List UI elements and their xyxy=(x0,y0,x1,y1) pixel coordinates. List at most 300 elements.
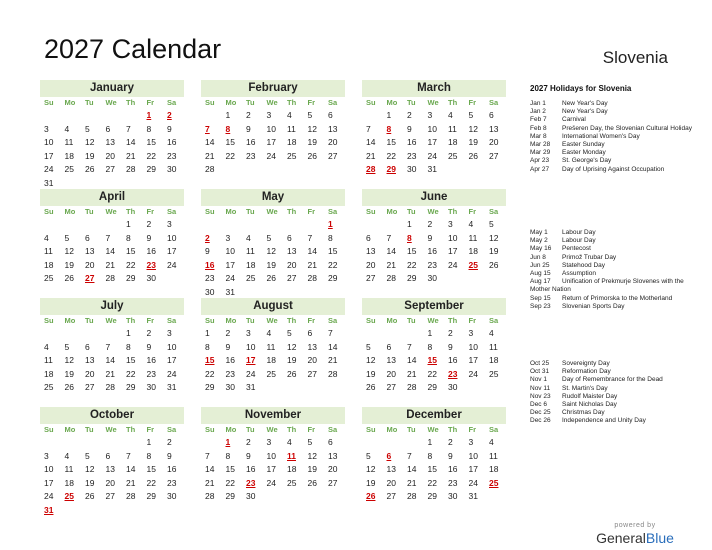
month-may xyxy=(201,189,345,299)
calendar-day: 22 xyxy=(225,477,235,488)
calendar-day: 24 xyxy=(44,164,54,174)
calendar-day: 23 xyxy=(225,368,235,379)
calendar-day: 29 xyxy=(328,273,338,283)
weekday-label: We xyxy=(266,98,278,107)
calendar-day: 16 xyxy=(167,137,177,147)
month-name: April xyxy=(40,189,184,206)
weekday-label: Sa xyxy=(489,98,499,107)
calendar-day: 18 xyxy=(489,355,499,365)
calendar-day: 1 xyxy=(225,110,231,120)
calendar-day: 3 xyxy=(225,232,231,243)
calendar-day: 15 xyxy=(126,355,136,365)
calendar-day: 16 xyxy=(427,246,437,256)
calendar-day: 12 xyxy=(287,341,297,352)
weekday-label: Tu xyxy=(407,98,416,107)
calendar-day: 27 xyxy=(489,150,499,161)
holiday-name: St. George's Day xyxy=(562,157,612,165)
holiday-row xyxy=(530,393,700,401)
holiday-date: Jan 2 xyxy=(530,108,546,116)
holiday-name: Prešeren Day, the Slovenian Cultural Holiday xyxy=(562,124,692,132)
calendar-day: 2 xyxy=(167,437,172,447)
weekday-label: Th xyxy=(126,98,136,107)
country-name: Slovenia xyxy=(602,48,668,67)
weekday-label: Tu xyxy=(246,425,255,434)
calendar-day: 14 xyxy=(205,137,215,147)
calendar-day: 24 xyxy=(448,259,458,270)
calendar-day: 9 xyxy=(146,341,152,352)
calendar-day: 28 xyxy=(307,273,317,283)
holiday-row xyxy=(530,270,700,278)
calendar-day: 14 xyxy=(205,464,215,474)
holiday-day: 25 xyxy=(64,491,74,501)
calendar-day: 26 xyxy=(468,150,478,161)
calendar-day: 12 xyxy=(266,246,276,256)
calendar-day: 22 xyxy=(225,150,235,161)
calendar-day: 5 xyxy=(489,219,494,229)
weekday-label: Fr xyxy=(307,207,315,216)
holiday-date: Jan 1 xyxy=(530,100,546,107)
calendar-day: 21 xyxy=(366,150,376,161)
calendar-day: 26 xyxy=(85,491,95,501)
holiday-name: New Year's Day xyxy=(562,108,608,116)
calendar-day: 3 xyxy=(468,437,474,447)
calendar-day: 5 xyxy=(287,328,292,338)
holiday-row xyxy=(530,303,700,311)
weekday-label: Th xyxy=(126,207,136,216)
holiday-date: Mar 28 xyxy=(530,141,551,149)
calendar-day: 23 xyxy=(146,368,156,379)
holiday-day: 23 xyxy=(146,259,156,270)
calendar-day: 10 xyxy=(44,137,54,147)
calendar-day: 25 xyxy=(64,164,74,174)
holiday-day: 17 xyxy=(246,355,256,365)
calendar-day: 25 xyxy=(448,150,458,161)
month-january xyxy=(40,80,184,190)
holiday-name: Slovenian Sports Day xyxy=(562,302,625,310)
month-name: September xyxy=(362,298,506,315)
calendar-day: 17 xyxy=(468,355,478,365)
weekday-label: Mo xyxy=(64,207,76,216)
weekday-label: Su xyxy=(366,207,376,216)
calendar-day: 5 xyxy=(64,232,70,243)
holiday-day: 26 xyxy=(366,491,376,501)
calendar-day: 2 xyxy=(146,328,152,338)
calendar-day: 26 xyxy=(366,382,376,392)
weekday-label: Th xyxy=(448,425,458,434)
calendar-day: 7 xyxy=(407,341,412,352)
calendar-day: 17 xyxy=(225,259,235,270)
calendar-day: 9 xyxy=(167,450,172,461)
calendar-day: 18 xyxy=(44,259,54,270)
holiday-row xyxy=(530,141,700,149)
weekday-label: Fr xyxy=(468,98,476,107)
holiday-row xyxy=(530,245,700,253)
calendar-day: 28 xyxy=(126,491,136,501)
calendar-day: 14 xyxy=(126,137,136,147)
calendar-day: 6 xyxy=(489,110,494,120)
calendar-day: 22 xyxy=(146,477,156,488)
holiday-name: Unification of Prekmurje Slovenes with the Mother Nation xyxy=(530,278,684,294)
holiday-name: Labour Day xyxy=(562,237,596,245)
calendar-day: 11 xyxy=(489,341,498,352)
calendar-day: 10 xyxy=(246,341,256,352)
weekday-label: Th xyxy=(287,207,297,216)
calendar-day: 26 xyxy=(85,164,95,174)
calendar-day: 4 xyxy=(287,110,292,120)
calendar-day: 2 xyxy=(246,110,251,120)
calendar-day: 3 xyxy=(266,437,272,447)
calendar-day: 16 xyxy=(448,464,458,474)
calendar-day: 9 xyxy=(146,232,152,243)
calendar-day: 17 xyxy=(427,137,437,147)
calendar-day: 12 xyxy=(307,450,317,461)
weekday-label: Su xyxy=(44,425,54,434)
powered-by-label: powered by xyxy=(614,522,656,529)
calendar-day: 11 xyxy=(64,464,74,474)
calendar-day: 10 xyxy=(468,450,478,461)
calendar-day: 8 xyxy=(146,123,152,134)
holiday-date: Feb 7 xyxy=(530,116,547,124)
holiday-row xyxy=(530,133,700,141)
holiday-group xyxy=(530,100,700,174)
weekday-label: Tu xyxy=(407,207,416,216)
calendar-day: 15 xyxy=(328,246,338,256)
calendar-day: 16 xyxy=(146,355,156,365)
calendar-day: 6 xyxy=(85,232,90,243)
holiday-name: Day of Uprising Against Occupation xyxy=(562,165,665,173)
calendar-day: 6 xyxy=(307,328,313,338)
calendar-day: 2 xyxy=(448,437,453,447)
calendar-day: 9 xyxy=(246,450,251,461)
page-title: 2027 Calendar xyxy=(44,34,222,64)
weekday-label: We xyxy=(105,316,117,325)
weekday-label: Sa xyxy=(167,425,177,434)
calendar-day: 31 xyxy=(44,177,54,188)
calendar-day: 24 xyxy=(225,273,235,283)
calendar-day: 15 xyxy=(427,464,437,474)
month-july xyxy=(40,298,184,395)
calendar-day: 12 xyxy=(489,232,499,243)
calendar-day: 31 xyxy=(225,286,235,297)
calendar-day: 30 xyxy=(448,491,458,501)
holiday-day: 25 xyxy=(468,259,478,270)
calendar-day: 12 xyxy=(85,464,95,474)
calendar-day: 9 xyxy=(167,123,172,134)
calendar-day: 19 xyxy=(307,464,317,474)
calendar-day: 4 xyxy=(44,341,49,352)
calendar-day: 14 xyxy=(307,246,317,256)
calendar-day: 5 xyxy=(468,110,474,120)
holiday-group xyxy=(530,229,700,311)
holiday-name: Day of Remembrance for the Dead xyxy=(562,376,663,384)
calendar-day: 31 xyxy=(468,491,478,501)
calendar-day: 15 xyxy=(146,137,156,147)
calendar-day: 21 xyxy=(307,259,317,270)
calendar-day: 22 xyxy=(205,368,215,379)
month-name: October xyxy=(40,407,184,424)
calendar-day: 19 xyxy=(85,477,95,488)
weekday-label: Sa xyxy=(328,316,338,325)
holiday-name: Statehood Day xyxy=(562,261,606,269)
holiday-row xyxy=(530,376,700,384)
weekday-label: Mo xyxy=(386,98,398,107)
holiday-date: May 1 xyxy=(530,229,548,236)
calendar-day: 8 xyxy=(328,232,333,243)
calendar-day: 5 xyxy=(85,450,90,461)
calendar-day: 13 xyxy=(489,123,499,134)
holiday-name: New Year's Day xyxy=(562,100,608,107)
calendar-day: 29 xyxy=(126,273,136,283)
month-name: July xyxy=(40,298,184,315)
calendar-day: 1 xyxy=(146,437,152,447)
calendar-day: 23 xyxy=(448,477,458,488)
calendar-day: 6 xyxy=(85,341,90,352)
calendar-day: 29 xyxy=(126,382,136,392)
calendar-day: 4 xyxy=(64,450,70,461)
weekday-label: Mo xyxy=(64,98,76,107)
holiday-row xyxy=(530,166,700,174)
holiday-day: 8 xyxy=(386,123,392,134)
calendar-day: 29 xyxy=(427,382,437,392)
calendar-day: 28 xyxy=(126,164,136,174)
weekday-label: Tu xyxy=(85,207,94,216)
weekday-label: We xyxy=(427,98,439,107)
holiday-date: Dec 25 xyxy=(530,409,551,417)
calendar-day: 14 xyxy=(386,246,396,256)
weekday-label: Su xyxy=(366,98,376,107)
calendar-day: 16 xyxy=(225,355,235,365)
calendar-day: 2 xyxy=(407,110,412,120)
holiday-day: 25 xyxy=(489,477,499,488)
calendar-day: 13 xyxy=(328,123,338,134)
calendar-day: 18 xyxy=(44,368,54,379)
weekday-label: Mo xyxy=(225,425,237,434)
calendar-day: 9 xyxy=(427,232,433,243)
calendar-day: 9 xyxy=(225,341,231,352)
weekday-label: Mo xyxy=(386,207,398,216)
holiday-row xyxy=(530,401,700,409)
weekday-label: Th xyxy=(448,316,458,325)
calendar-day: 20 xyxy=(366,259,376,270)
weekday-label: Th xyxy=(448,98,458,107)
calendar-day: 13 xyxy=(328,450,338,461)
calendar-day: 18 xyxy=(468,246,478,256)
calendar-day: 13 xyxy=(105,137,115,147)
weekday-label: We xyxy=(427,207,439,216)
calendar-day: 26 xyxy=(489,259,499,270)
calendar-day: 3 xyxy=(44,450,49,461)
holiday-date: Aug 17 xyxy=(530,278,551,286)
month-name: June xyxy=(362,189,506,206)
calendar-day: 19 xyxy=(85,150,95,161)
calendar-day: 11 xyxy=(448,123,457,134)
holiday-date: Feb 8 xyxy=(530,124,547,132)
calendar-day: 18 xyxy=(287,464,297,474)
weekday-label: Sa xyxy=(167,98,177,107)
calendar-day: 28 xyxy=(205,164,215,174)
calendar-day: 12 xyxy=(85,137,95,147)
calendar-day: 23 xyxy=(246,150,256,161)
weekday-label: Su xyxy=(44,316,54,325)
weekday-label: Th xyxy=(126,425,136,434)
calendar-day: 15 xyxy=(225,464,235,474)
calendar-day: 3 xyxy=(167,328,172,338)
calendar-day: 4 xyxy=(64,123,70,134)
calendar-day: 20 xyxy=(386,477,396,488)
calendar-day: 19 xyxy=(287,355,297,365)
calendar-day: 29 xyxy=(146,491,156,501)
calendar-day: 1 xyxy=(427,328,433,338)
calendar-day: 27 xyxy=(85,382,95,392)
calendar-day: 16 xyxy=(448,355,458,365)
holiday-name: Saint Nicholas Day xyxy=(562,401,617,409)
calendar-day: 22 xyxy=(146,150,156,161)
calendar-day: 20 xyxy=(105,150,115,161)
calendar-day: 22 xyxy=(407,259,417,270)
calendar-day: 27 xyxy=(386,491,396,501)
calendar-day: 1 xyxy=(427,437,433,447)
calendar-day: 22 xyxy=(126,368,136,379)
month-name: November xyxy=(201,407,345,424)
calendar-day: 1 xyxy=(386,110,392,120)
calendar-day: 31 xyxy=(427,164,437,174)
calendar-day: 11 xyxy=(489,450,498,461)
holiday-list-title: 2027 Holidays for Slovenia xyxy=(530,84,632,93)
holiday-name: Pentecost xyxy=(562,245,591,253)
weekday-label: Tu xyxy=(246,207,255,216)
calendar-day: 18 xyxy=(266,355,276,365)
calendar-day: 3 xyxy=(427,110,433,120)
calendar-day: 13 xyxy=(85,246,95,256)
calendar-day: 20 xyxy=(307,355,317,365)
calendar-day: 4 xyxy=(287,437,292,447)
calendar-day: 11 xyxy=(287,123,296,134)
calendar-day: 17 xyxy=(448,246,458,256)
holiday-name: Primož Trubar Day xyxy=(562,253,617,261)
calendar-day: 13 xyxy=(386,464,396,474)
calendar-day: 28 xyxy=(386,273,396,283)
calendar-day: 21 xyxy=(126,150,136,161)
calendar-day: 6 xyxy=(105,450,111,461)
weekday-label: Tu xyxy=(85,425,94,434)
calendar-day: 31 xyxy=(246,382,256,392)
holiday-date: Nov 1 xyxy=(530,376,547,384)
calendar-day: 22 xyxy=(427,368,437,379)
weekday-label: Su xyxy=(44,207,54,216)
calendar-day: 29 xyxy=(407,273,417,283)
calendar-day: 30 xyxy=(146,382,156,392)
calendar-day: 14 xyxy=(407,355,417,365)
weekday-label: Fr xyxy=(468,316,476,325)
holiday-day: 1 xyxy=(225,437,231,447)
calendar-day: 15 xyxy=(386,137,396,147)
weekday-label: Fr xyxy=(146,98,154,107)
calendar-day: 7 xyxy=(386,232,392,243)
calendar-day: 18 xyxy=(287,137,297,147)
holiday-name: Easter Sunday xyxy=(562,141,605,149)
calendar-day: 3 xyxy=(246,328,251,338)
calendar-day: 11 xyxy=(64,137,74,147)
weekday-label: Su xyxy=(205,207,215,216)
calendar-day: 10 xyxy=(167,341,177,352)
calendar-day: 20 xyxy=(328,464,338,474)
weekday-label: We xyxy=(427,425,439,434)
holiday-date: Dec 6 xyxy=(530,401,547,409)
calendar-day: 5 xyxy=(366,450,371,461)
holiday-date: Sep 15 xyxy=(530,294,551,302)
holiday-row xyxy=(530,262,700,270)
holiday-list xyxy=(530,84,700,425)
calendar-day: 23 xyxy=(205,273,215,283)
calendar-day: 20 xyxy=(489,137,499,147)
weekday-label: We xyxy=(266,425,278,434)
weekday-label: Tu xyxy=(407,316,416,325)
month-november xyxy=(201,407,345,504)
holiday-row xyxy=(530,417,700,425)
month-september xyxy=(362,298,506,395)
calendar-day: 13 xyxy=(287,246,297,256)
calendar-day: 8 xyxy=(126,232,131,243)
holiday-name: International Women's Day xyxy=(562,132,640,140)
holiday-day: 31 xyxy=(44,504,54,515)
holiday-day: 15 xyxy=(427,355,437,365)
weekday-label: Tu xyxy=(246,98,255,107)
calendar-day: 14 xyxy=(126,464,136,474)
calendar-day: 21 xyxy=(205,150,215,161)
calendar-day: 27 xyxy=(386,382,396,392)
calendar-day: 27 xyxy=(287,273,297,283)
calendar-day: 27 xyxy=(328,477,338,488)
weekday-label: We xyxy=(266,316,278,325)
weekday-label: Fr xyxy=(146,425,154,434)
holiday-day: 11 xyxy=(287,450,296,461)
calendar-day: 15 xyxy=(146,464,156,474)
calendar-day: 17 xyxy=(167,246,177,256)
calendar-day: 2 xyxy=(427,219,433,229)
calendar-day: 22 xyxy=(328,259,338,270)
calendar-day: 6 xyxy=(328,437,333,447)
calendar-day: 28 xyxy=(105,273,115,283)
weekday-label: Su xyxy=(205,98,215,107)
weekday-label: Fr xyxy=(146,207,154,216)
holiday-row xyxy=(530,360,700,368)
calendar-day: 1 xyxy=(126,328,131,338)
calendar-day: 26 xyxy=(64,382,74,392)
holiday-row xyxy=(530,149,700,157)
holiday-name: Return of Primorska to the Motherland xyxy=(562,294,673,302)
calendar-day: 24 xyxy=(266,150,276,161)
calendar-day: 22 xyxy=(386,150,396,161)
weekday-label: Sa xyxy=(328,425,338,434)
calendar-day: 11 xyxy=(44,246,53,256)
holiday-day: 27 xyxy=(85,273,95,283)
calendar-day: 28 xyxy=(328,368,338,379)
calendar-day: 30 xyxy=(448,382,458,392)
calendar-day: 3 xyxy=(448,219,453,229)
calendar-day: 30 xyxy=(427,273,437,283)
calendar-day: 30 xyxy=(146,273,156,283)
weekday-label: Tu xyxy=(407,425,416,434)
holiday-name: Assumption xyxy=(562,270,596,278)
calendar-day: 9 xyxy=(407,123,412,134)
calendar-day: 9 xyxy=(448,450,453,461)
calendar-day: 10 xyxy=(448,232,458,243)
calendar-day: 16 xyxy=(407,137,417,147)
brand-name xyxy=(590,530,680,546)
calendar-day: 1 xyxy=(407,219,412,229)
holiday-name: Reformation Day xyxy=(562,368,611,376)
holiday-row xyxy=(530,254,700,262)
